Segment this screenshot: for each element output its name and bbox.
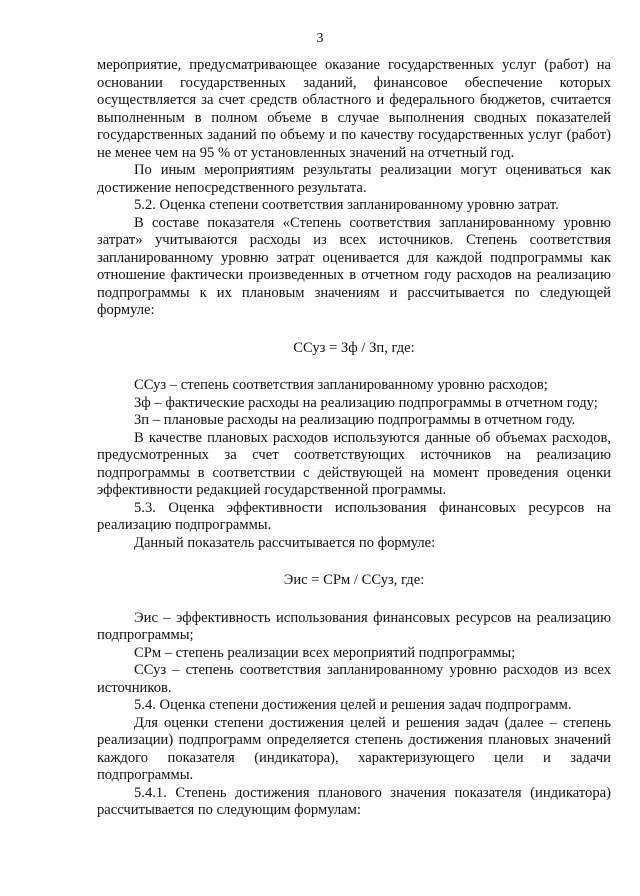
definition-ssuz: ССуз – степень соответствия запланированному уровню расходов;: [134, 377, 548, 393]
document-body: [97, 57, 611, 820]
definition-srm: СРм – степень реализации всех мероприятий подпрограммы;: [134, 644, 516, 661]
definition-zf: Зф – фактические расходы на реализацию подпрограммы в отчетном году;: [134, 394, 598, 411]
paragraph-cost-compliance: В составе показателя «Степень соответствия запланированному уровню затрат» учитываются расходы из всех источников. Степень соответствия запланированному уровню затрат оценивается для каждой подпрограммы как отношение фактически произведенных в отчетном году расходов на реализацию подпрограммы к их плановым значениям и рассчитывается по следующей формуле:: [97, 214, 611, 318]
section-heading-5-2: 5.2. Оценка степени соответствия запланированному уровню затрат.: [134, 197, 559, 213]
section-heading-5-4: 5.4. Оценка степени достижения целей и решения задач подпрограмм.: [134, 697, 572, 713]
section-heading-5-4-1: 5.4.1. Степень достижения планового значения показателя (индикатора) рассчитывается по следующим формулам:: [97, 784, 611, 818]
definition-eis: Эис – эффективность использования финансовых ресурсов на реализацию подпрограммы;: [97, 609, 611, 643]
paragraph-other-measures: По иным мероприятиям результаты реализации могут оцениваться как достижение непосредственного результата.: [97, 162, 611, 196]
paragraph-goals-assessment: Для оценки степени достижения целей и решения задач (далее – степень реализации) подпрограмм определяется степень достижения плановых значений каждого показателя (индикатора), характеризующего цели и задачи подпрограммы.: [97, 714, 611, 783]
paragraph-planned-costs: В качестве плановых расходов используются данные об объемах расходов, предусмотренных за счет соответствующих источников на реализацию подпрограммы в соответствии с действующей на момент проведения оценки эффективности редакцией государственной программы.: [97, 429, 611, 498]
paragraph-formula-intro: Данный показатель рассчитывается по формуле:: [134, 534, 436, 551]
formula-ssuz: ССуз = Зф / Зп, где:: [293, 339, 415, 356]
section-heading-5-3: 5.3. Оценка эффективности использования финансовых ресурсов на реализацию подпрограммы.: [97, 499, 611, 533]
page-number: 3: [316, 31, 324, 46]
paragraph-continuation: мероприятие, предусматривающее оказание государственных услуг (работ) на основании государственных заданий, финансовое обеспечение которых осуществляется за счет средств областного и федерального бюджетов, считается выполненным в полном объеме в случае выполнения сводных показателей государственных заданий по объему и по качеству государственных услуг (работ) не менее чем на 95 % от установленных значений на отчетный год.: [97, 57, 611, 161]
definition-ssuz-all-sources: ССуз – степень соответствия запланированному уровню расходов из всех источников.: [97, 662, 611, 696]
formula-eis: Эис = СРм / ССуз, где:: [283, 572, 425, 588]
definition-zp: Зп – плановые расходы на реализацию подпрограммы в отчетном году.: [134, 412, 576, 428]
